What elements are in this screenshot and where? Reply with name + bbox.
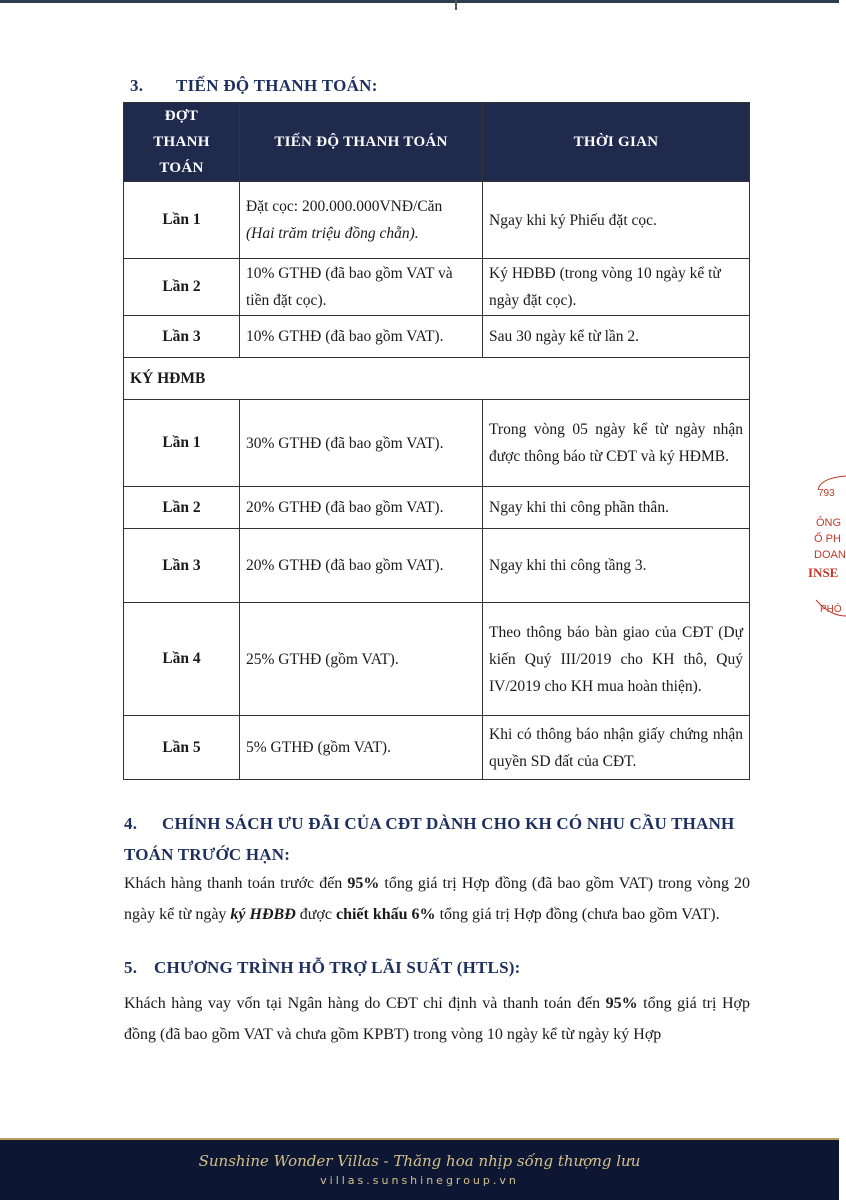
thoi-gian-cell: Khi có thông báo nhận giấy chứng nhận quyền SD đất của CĐT.	[483, 716, 750, 780]
tien-do-text: Đặt cọc: 200.000.000VNĐ/Căn	[246, 198, 443, 215]
fold-mark	[455, 0, 457, 10]
stamp-text: INSE	[808, 565, 839, 580]
bold-italic-run: ký HĐBĐ	[230, 906, 296, 923]
dot-cell: Lần 2	[124, 487, 240, 529]
table-row	[124, 400, 750, 487]
tien-do-cell: 10% GTHĐ (đã bao gồm VAT và tiền đặt cọc).	[240, 259, 483, 316]
text-run: tổng giá trị Hợp đồng (đã bao gồm VAT và chưa gồm KPBT) trong vòng 10 ngày kể từ ngày ký Hợp	[124, 995, 750, 1043]
dot-cell: Lần 1	[124, 182, 240, 259]
section-5-paragraph	[124, 988, 750, 1050]
section-3-heading	[130, 76, 378, 96]
thoi-gian-cell: Ký HĐBĐ (trong vòng 10 ngày kể từ ngày đặt cọc).	[483, 259, 750, 316]
dot-cell: Lần 3	[124, 316, 240, 358]
bold-run: 95%	[605, 995, 638, 1012]
table-row	[124, 716, 750, 780]
footer-url: villas.sunshinegroup.vn	[320, 1174, 519, 1187]
tien-do-cell: 20% GTHĐ (đã bao gồm VAT).	[240, 529, 483, 603]
bold-run: 95%	[347, 875, 380, 892]
table-row	[124, 259, 750, 316]
section-label-ky-hdmb: KÝ HĐMB	[124, 358, 750, 400]
tien-do-cell	[240, 182, 483, 259]
stamp-text: DOAN	[814, 549, 846, 561]
thoi-gian-cell: Trong vòng 05 ngày kể từ ngày nhận được thông báo từ CĐT và ký HĐMB.	[483, 400, 750, 487]
stamp-text: 793	[818, 488, 835, 499]
tien-do-cell: 25% GTHĐ (gồm VAT).	[240, 603, 483, 716]
table-row	[124, 316, 750, 358]
dot-cell: Lần 3	[124, 529, 240, 603]
footer-gold-line	[0, 1138, 839, 1140]
tien-do-cell: 5% GTHĐ (gồm VAT).	[240, 716, 483, 780]
stamp-text: Ổ PH	[814, 533, 841, 545]
thoi-gian-cell: Theo thông báo bàn giao của CĐT (Dự kiến Quý III/2019 cho KH thô, Quý IV/2019 cho KH mua hoàn thiện).	[483, 603, 750, 716]
bold-run: chiết khấu 6%	[335, 906, 436, 923]
top-border	[0, 0, 839, 3]
text-run: được	[295, 906, 336, 923]
tien-do-cell: 20% GTHĐ (đã bao gồm VAT).	[240, 487, 483, 529]
dot-cell: Lần 1	[124, 400, 240, 487]
section-4-title: CHÍNH SÁCH ƯU ĐÃI CỦA CĐT DÀNH CHO KH CÓ NHU CẦU THANH TOÁN TRƯỚC HẠN:	[124, 814, 735, 864]
tien-do-note: (Hai trăm triệu đồng chẵn).	[246, 225, 419, 242]
footer-slogan: Sunshine Wonder Villas - Thăng hoa nhịp sống thượng lưu	[198, 1152, 641, 1170]
text-run: Khách hàng vay vốn tại Ngân hàng do CĐT chỉ định và thanh toán đến	[124, 995, 606, 1012]
tien-do-cell: 30% GTHĐ (đã bao gồm VAT).	[240, 400, 483, 487]
header-tien-do: TIẾN ĐỘ THANH TOÁN	[240, 103, 483, 182]
table-row	[124, 603, 750, 716]
section-4-heading	[124, 808, 749, 870]
section-3-title: TIẾN ĐỘ THANH TOÁN:	[176, 76, 378, 95]
stamp-text: ÔNG	[816, 517, 842, 529]
stamp-text: PHÓ	[820, 604, 842, 615]
text-run: tổng giá trị Hợp đồng (đã bao gồm VAT) trong vòng 20 ngày kể từ ngày	[124, 875, 751, 923]
section-4-paragraph	[124, 868, 750, 930]
text-run: Khách hàng thanh toán trước đến	[124, 875, 348, 892]
header-dot: ĐỢT THANH TOÁN	[124, 103, 240, 182]
payment-schedule-table	[123, 102, 750, 780]
dot-cell: Lần 5	[124, 716, 240, 780]
header-thoi-gian: THỜI GIAN	[483, 103, 750, 182]
table-row	[124, 182, 750, 259]
footer-banner	[0, 1138, 839, 1200]
tien-do-cell: 10% GTHĐ (đã bao gồm VAT).	[240, 316, 483, 358]
table-header-row	[124, 103, 750, 182]
section-row	[124, 358, 750, 400]
section-5-title: CHƯƠNG TRÌNH HỖ TRỢ LÃI SUẤT (HTLS):	[154, 958, 521, 977]
thoi-gian-cell: Ngay khi ký Phiếu đặt cọc.	[483, 182, 750, 259]
text-run: tổng giá trị Hợp đồng (chưa bao gồm VAT).	[435, 906, 720, 923]
section-5-number: 5.	[124, 958, 138, 977]
thoi-gian-cell: Ngay khi thi công tầng 3.	[483, 529, 750, 603]
red-seal-stamp	[806, 474, 846, 624]
table-row	[124, 487, 750, 529]
thoi-gian-cell: Ngay khi thi công phần thân.	[483, 487, 750, 529]
section-5-heading	[124, 958, 520, 978]
dot-cell: Lần 2	[124, 259, 240, 316]
thoi-gian-cell: Sau 30 ngày kể từ lần 2.	[483, 316, 750, 358]
dot-cell: Lần 4	[124, 603, 240, 716]
section-4-number: 4.	[124, 814, 138, 833]
table-row	[124, 529, 750, 603]
section-3-number: 3.	[130, 76, 144, 95]
